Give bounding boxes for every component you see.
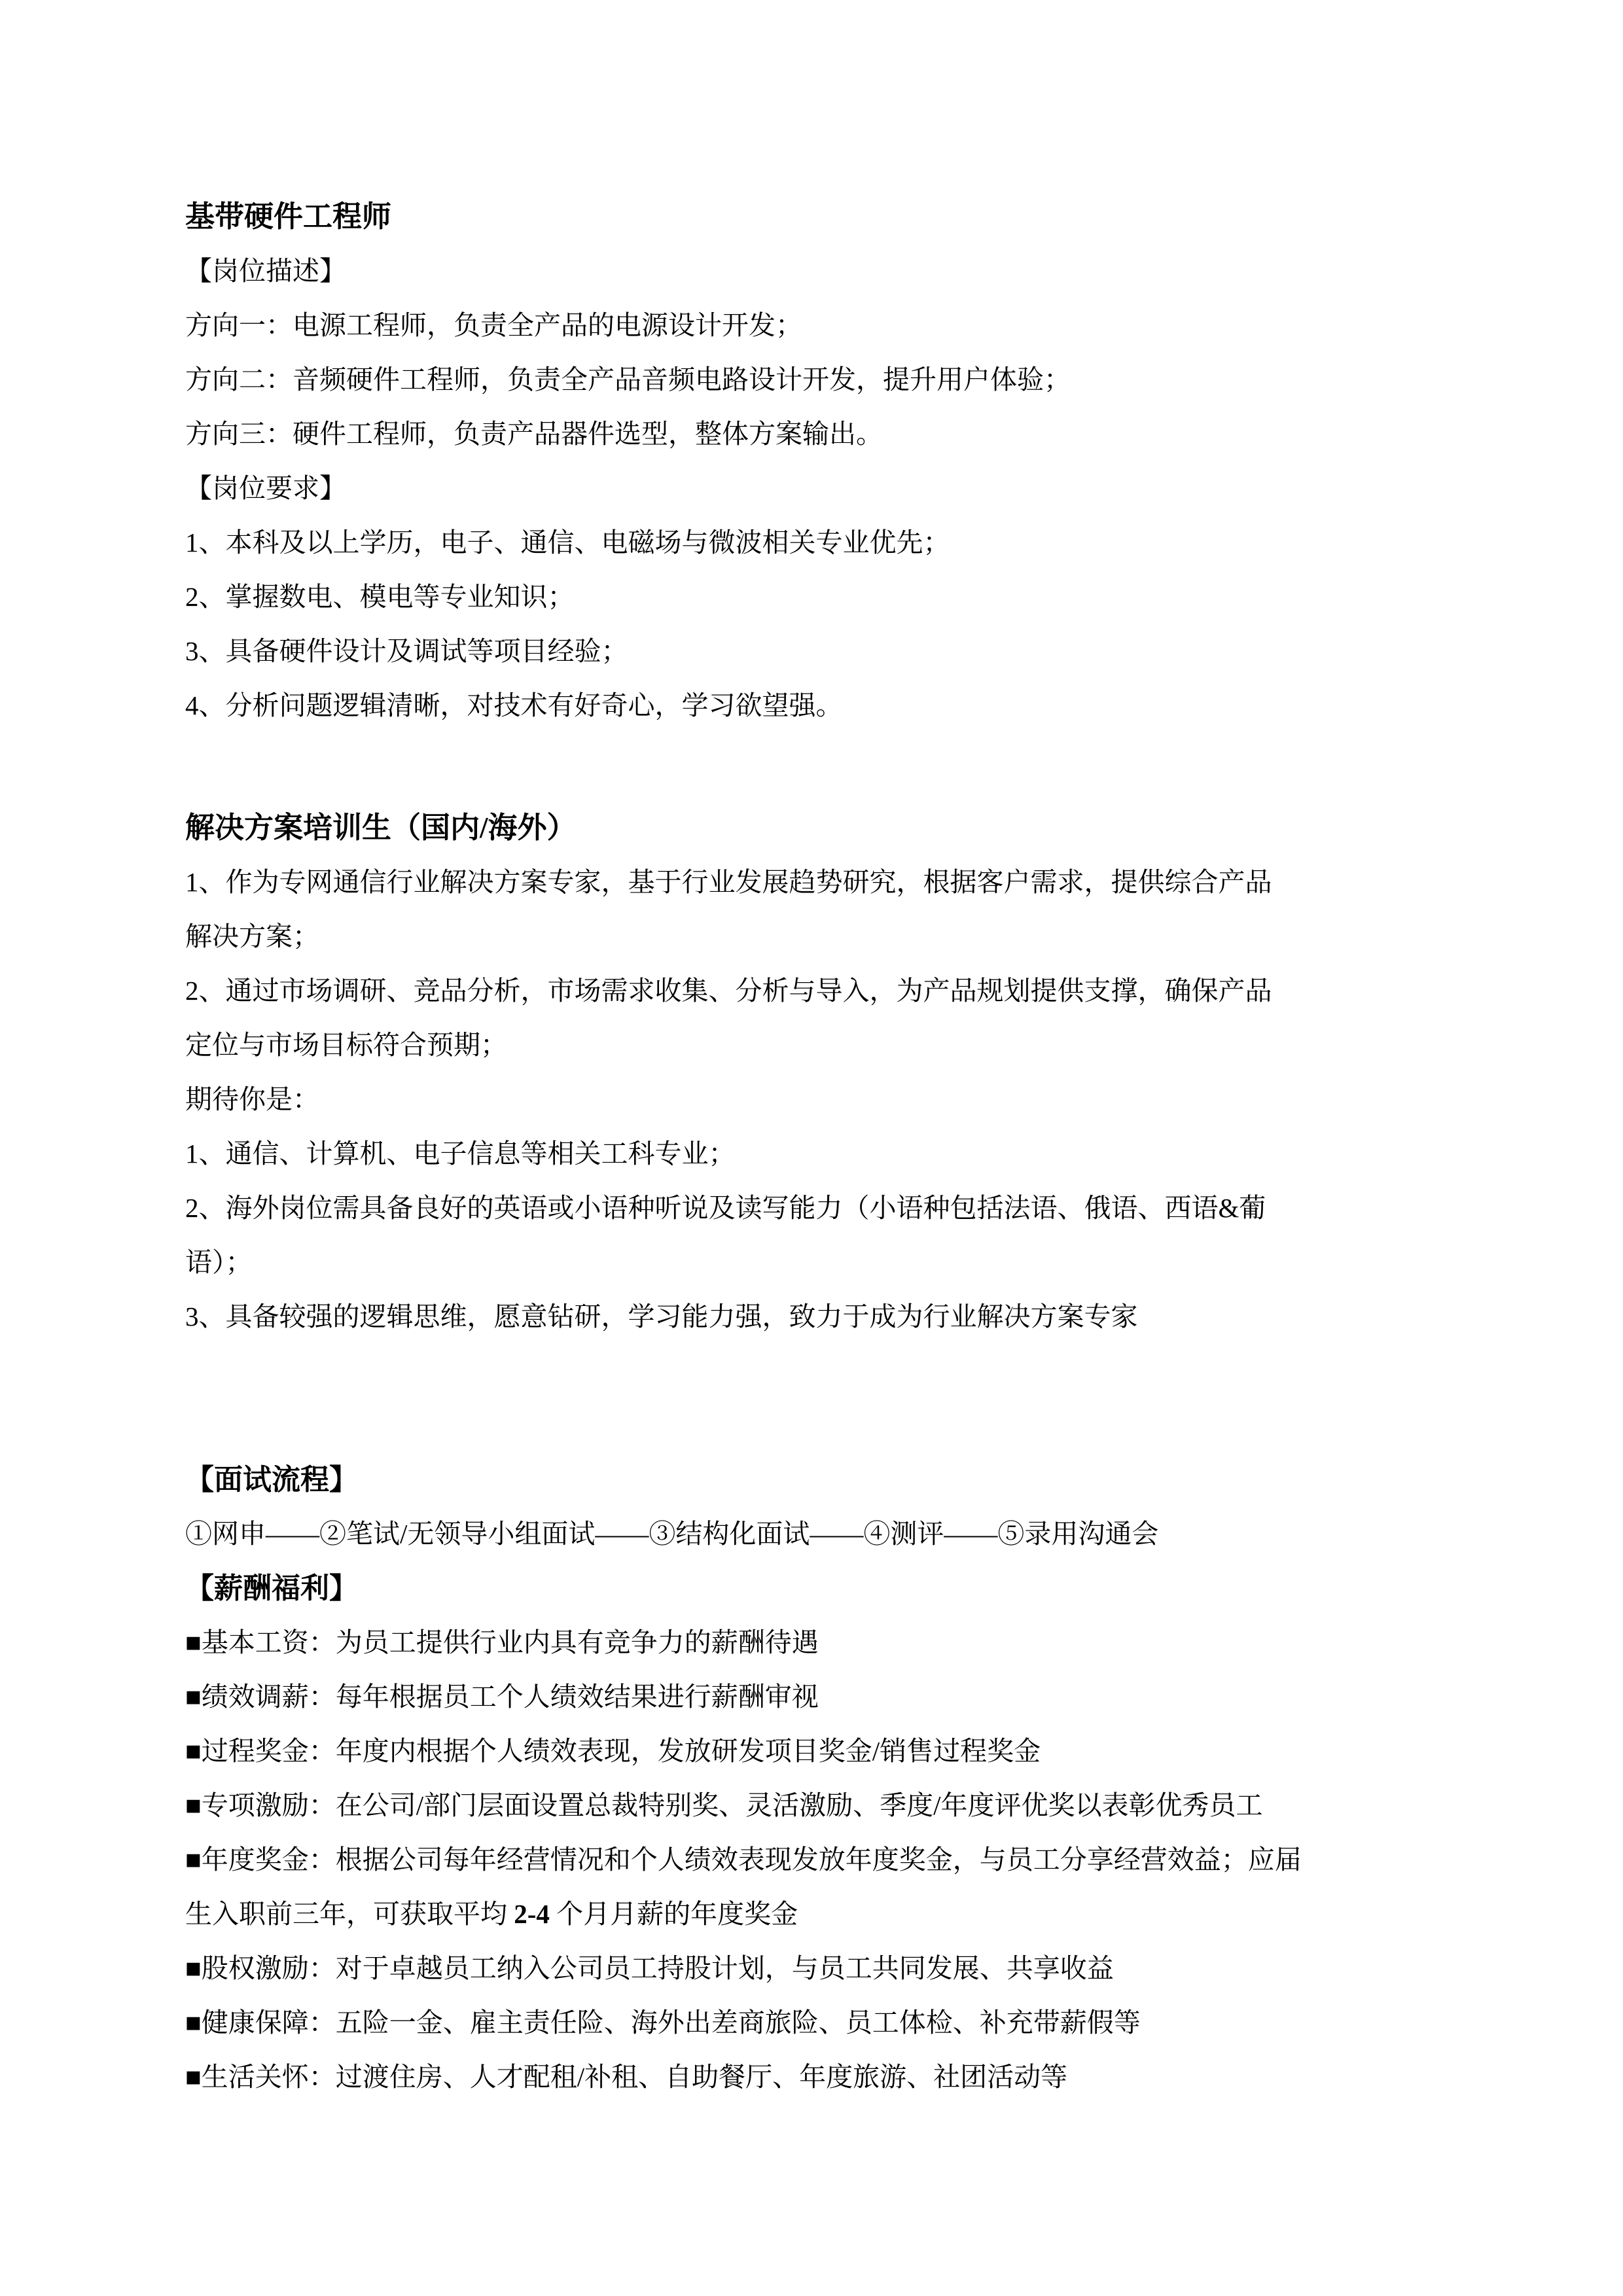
label-compensation-benefits: 【薪酬福利】	[185, 1572, 358, 1604]
direction-1: 方向一：电源工程师，负责全产品的电源设计开发；	[185, 310, 802, 340]
benefit-life-care: ■生活关怀：过渡住房、人才配租/补租、自助餐厅、年度旅游、社团活动等	[185, 2062, 1068, 2092]
benefit-performance-raise: ■绩效调薪：每年根据员工个人绩效结果进行薪酬审视	[185, 1682, 819, 1712]
annual-bonus-cont-pre: 生入职前三年，可获取平均	[185, 1899, 514, 1929]
requirement-2: 2、掌握数电、模电等专业知识；	[185, 582, 575, 612]
benefit-annual-bonus-line-2	[185, 1887, 1468, 1941]
annual-bonus-months-range: 2-4	[514, 1899, 550, 1929]
interview-process-steps: ①网申——②笔试/无领导小组面试——③结构化面试——④测评——⑤录用沟通会	[185, 1519, 1159, 1549]
benefit-health-protection: ■健康保障：五险一金、雇主责任险、海外出差商旅险、员工体检、补充带薪假等	[185, 2007, 1141, 2038]
benefit-annual-bonus-line-1: ■年度奖金：根据公司每年经营情况和个人绩效表现发放年度奖金，与员工分享经营效益；应届	[185, 1845, 1302, 1875]
duty-1-line-1: 1、作为专网通信行业解决方案专家，基于行业发展趋势研究，根据客户需求，提供综合产品	[185, 867, 1272, 897]
requirement-1: 1、本科及以上学历，电子、通信、电磁场与微波相关专业优先；	[185, 527, 950, 557]
expectation-3: 3、具备较强的逻辑思维，愿意钻研，学习能力强，致力于成为行业解决方案专家	[185, 1301, 1138, 1332]
duty-2-line-2: 定位与市场目标符合预期；	[185, 1030, 507, 1060]
label-interview-process: 【面试流程】	[185, 1464, 358, 1496]
benefit-base-salary: ■基本工资：为员工提供行业内具有竞争力的薪酬待遇	[185, 1627, 819, 1657]
expectation-intro: 期待你是：	[185, 1084, 319, 1114]
expectation-2-line-1: 2、海外岗位需具备良好的英语或小语种听说及读写能力（小语种包括法语、俄语、西语&葡	[185, 1193, 1266, 1223]
benefit-equity-incentive: ■股权激励：对于卓越员工纳入公司员工持股计划，与员工共同发展、共享收益	[185, 1953, 1114, 1983]
job-title-baseband: 基带硬件工程师	[185, 200, 392, 233]
benefit-special-incentive: ■专项激励：在公司/部门层面设置总裁特别奖、灵活激励、季度/年度评优奖以表彰优秀员工	[185, 1790, 1263, 1820]
document-content	[185, 190, 1468, 2104]
benefit-process-bonus: ■过程奖金：年度内根据个人绩效表现，发放研发项目奖金/销售过程奖金	[185, 1736, 1041, 1766]
annual-bonus-cont-post: 个月月薪的年度奖金	[549, 1899, 798, 1929]
expectation-1: 1、通信、计算机、电子信息等相关工科专业；	[185, 1139, 736, 1169]
duty-1-line-2: 解决方案；	[185, 921, 319, 951]
job-title-solution-trainee: 解决方案培训生（国内/海外）	[185, 811, 577, 844]
label-job-description: 【岗位描述】	[185, 256, 346, 286]
direction-3: 方向三：硬件工程师，负责产品器件选型，整体方案输出。	[185, 419, 883, 449]
section-spacer	[185, 1344, 1468, 1453]
direction-2: 方向二：音频硬件工程师，负责全产品音频电路设计开发，提升用户体验；	[185, 364, 1071, 395]
section-spacer	[185, 733, 1468, 801]
requirement-4: 4、分析问题逻辑清晰，对技术有好奇心，学习欲望强。	[185, 690, 843, 720]
requirement-3: 3、具备硬件设计及调试等项目经验；	[185, 636, 628, 666]
expectation-2-line-2: 语）；	[185, 1247, 253, 1277]
label-job-requirements: 【岗位要求】	[185, 473, 346, 503]
duty-2-line-1: 2、通过市场调研、竞品分析，市场需求收集、分析与导入，为产品规划提供支撑，确保产品	[185, 976, 1272, 1006]
